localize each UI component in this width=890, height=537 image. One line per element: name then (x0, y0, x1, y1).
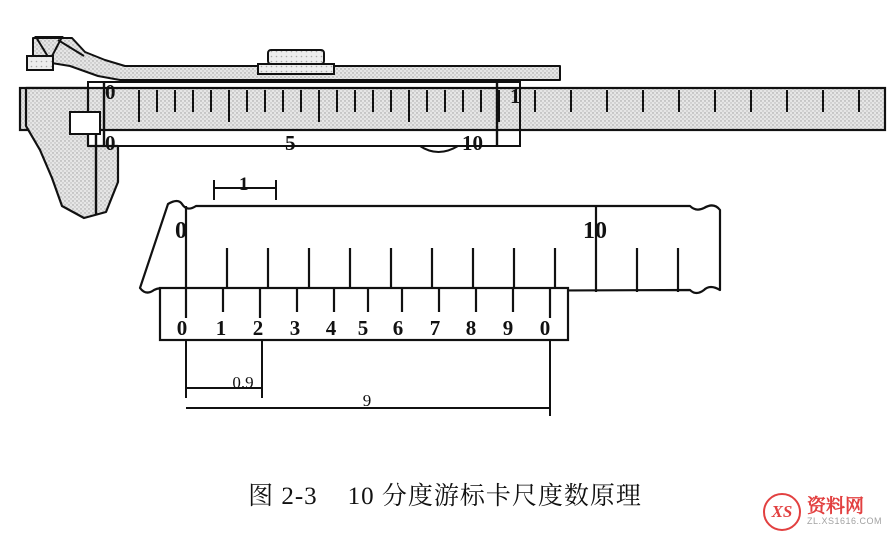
detail-vernier-label-0: 0 (176, 316, 188, 340)
detail-main-scale (140, 201, 720, 293)
caliper-main-label-0: 0 (105, 80, 116, 104)
detail-main-label-10: 10 (583, 218, 607, 244)
figure-number: 图 2-3 (248, 483, 318, 510)
detail-vernier-label-3: 3 (289, 316, 301, 340)
detail-vernier-label-6: 6 (392, 316, 404, 340)
figure-caption (0, 476, 890, 512)
watermark-main: 资料网 (806, 496, 864, 518)
detail-vernier-label-9: 9 (502, 316, 514, 340)
caliper-assembly (20, 37, 885, 218)
caliper-main-beam (20, 88, 885, 130)
detail-dim-label-1: 1 (239, 174, 249, 195)
caliper-vernier-label-10: 10 (462, 131, 483, 155)
detail-vernier-label-8: 8 (465, 316, 477, 340)
detail-main-label-0: 0 (175, 218, 187, 244)
caliper-main-label-5: 5 (285, 131, 296, 155)
watermark-text (807, 497, 882, 526)
caliper-vernier-label-0: 0 (105, 131, 116, 155)
watermark-sub: ZL.XS1616.COM (806, 516, 882, 527)
watermark-badge: XS (763, 493, 801, 531)
detail-vernier-label-4: 4 (325, 316, 337, 340)
detail-vernier-label-10: 0 (539, 316, 551, 340)
detail-vernier-label-2: 2 (252, 316, 264, 340)
detail-vernier-label-5: 5 (357, 316, 369, 340)
scale-detail-view (140, 174, 720, 416)
caliper-main-label-1: 1 (510, 84, 521, 108)
figure-title-text: 10 分度游标卡尺度数原理 (347, 483, 642, 510)
detail-dim-label-9: 9 (362, 391, 372, 410)
detail-dim-label-09: 0.9 (232, 373, 254, 392)
watermark (763, 493, 882, 531)
detail-vernier-label-7: 7 (429, 316, 441, 340)
detail-vernier-label-1: 1 (215, 316, 227, 340)
